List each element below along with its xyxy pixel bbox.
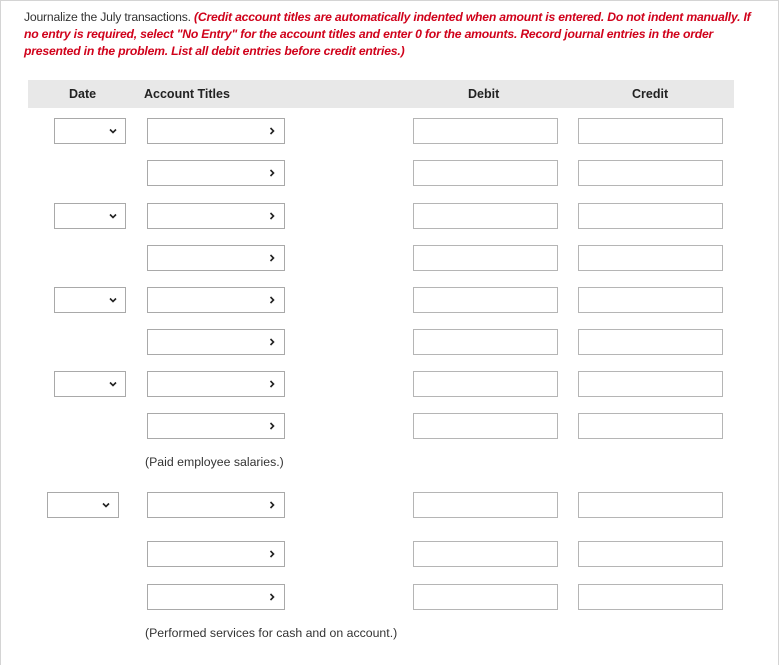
header-credit: Credit: [632, 87, 669, 101]
account-title-select[interactable]: [147, 371, 285, 397]
entry-description: (Paid employee salaries.): [145, 455, 284, 469]
account-title-select[interactable]: [147, 541, 285, 567]
account-title-select[interactable]: [147, 203, 285, 229]
date-select[interactable]: [54, 118, 126, 144]
credit-input[interactable]: [578, 492, 723, 518]
credit-input[interactable]: [578, 203, 723, 229]
chevron-down-icon: [107, 125, 119, 137]
chevron-right-icon: [266, 591, 278, 603]
chevron-right-icon: [266, 167, 278, 179]
chevron-down-icon: [100, 499, 112, 511]
debit-input[interactable]: [413, 541, 558, 567]
debit-input[interactable]: [413, 371, 558, 397]
chevron-down-icon: [107, 210, 119, 222]
instructions: [24, 9, 764, 60]
credit-input[interactable]: [578, 329, 723, 355]
chevron-right-icon: [266, 294, 278, 306]
chevron-right-icon: [266, 548, 278, 560]
chevron-right-icon: [266, 336, 278, 348]
debit-input[interactable]: [413, 160, 558, 186]
account-title-select[interactable]: [147, 118, 285, 144]
chevron-right-icon: [266, 420, 278, 432]
account-title-select[interactable]: [147, 287, 285, 313]
debit-input[interactable]: [413, 203, 558, 229]
date-select[interactable]: [47, 492, 119, 518]
chevron-right-icon: [266, 210, 278, 222]
credit-input[interactable]: [578, 541, 723, 567]
credit-input[interactable]: [578, 160, 723, 186]
account-title-select[interactable]: [147, 329, 285, 355]
date-select[interactable]: [54, 287, 126, 313]
debit-input[interactable]: [413, 584, 558, 610]
account-title-select[interactable]: [147, 160, 285, 186]
credit-input[interactable]: [578, 413, 723, 439]
account-title-select[interactable]: [147, 245, 285, 271]
credit-input[interactable]: [578, 371, 723, 397]
table-header: [28, 80, 734, 108]
date-select[interactable]: [54, 203, 126, 229]
instructions-note: (Credit account titles are automatically indented when amount is entered. Do not indent manually. If no entry is required, select "No Entry" for the account titles and enter 0 for the amounts. Record journal entries in the order presented in the problem. List all debit entries before credit entries.): [24, 10, 751, 58]
chevron-right-icon: [266, 252, 278, 264]
credit-input[interactable]: [578, 287, 723, 313]
debit-input[interactable]: [413, 287, 558, 313]
chevron-down-icon: [107, 294, 119, 306]
debit-input[interactable]: [413, 329, 558, 355]
header-debit: Debit: [468, 87, 500, 101]
header-date: Date: [69, 87, 97, 101]
chevron-right-icon: [266, 125, 278, 137]
date-select[interactable]: [54, 371, 126, 397]
debit-input[interactable]: [413, 413, 558, 439]
account-title-select[interactable]: [147, 492, 285, 518]
chevron-down-icon: [107, 378, 119, 390]
account-title-select[interactable]: [147, 584, 285, 610]
debit-input[interactable]: [413, 245, 558, 271]
debit-input[interactable]: [413, 492, 558, 518]
instructions-lead: Journalize the July transactions.: [24, 10, 191, 24]
account-title-select[interactable]: [147, 413, 285, 439]
credit-input[interactable]: [578, 118, 723, 144]
header-account-titles: Account Titles: [144, 87, 230, 101]
debit-input[interactable]: [413, 118, 558, 144]
credit-input[interactable]: [578, 245, 723, 271]
chevron-right-icon: [266, 378, 278, 390]
credit-input[interactable]: [578, 584, 723, 610]
entry-description: (Performed services for cash and on account.): [145, 626, 398, 640]
chevron-right-icon: [266, 499, 278, 511]
